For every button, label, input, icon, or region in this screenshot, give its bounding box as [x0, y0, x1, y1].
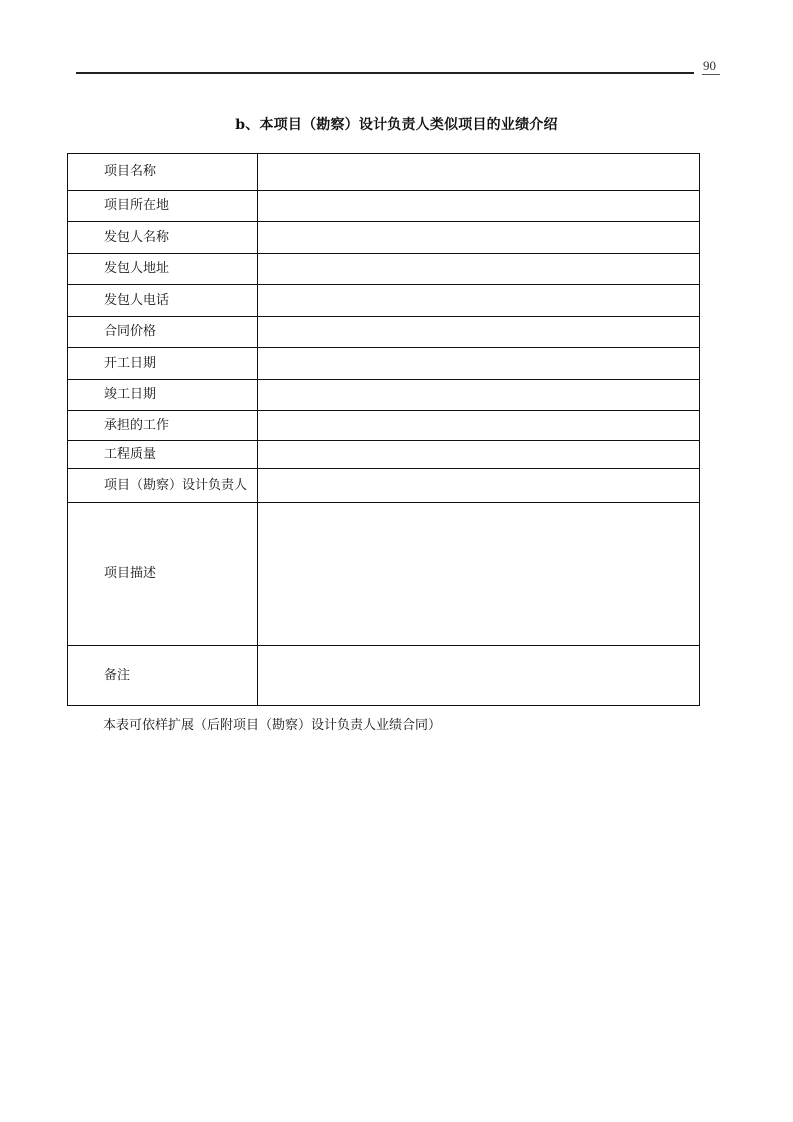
field-label-project-description: 项目描述	[68, 503, 258, 646]
table-row	[68, 285, 700, 317]
field-label-client-name: 发包人名称	[68, 222, 258, 254]
field-label-client-address: 发包人地址	[68, 254, 258, 285]
field-value-completion-date[interactable]	[258, 380, 700, 411]
performance-form-table	[67, 153, 700, 706]
field-value-project-quality[interactable]	[258, 441, 700, 469]
field-label-remarks: 备注	[68, 646, 258, 706]
table-row	[68, 646, 700, 706]
table-row	[68, 348, 700, 380]
field-value-project-name[interactable]	[258, 154, 700, 191]
document-title: b、本项目（勘察）设计负责人类似项目的业绩介绍	[235, 117, 558, 133]
table-row	[68, 317, 700, 348]
field-label-work-undertaken: 承担的工作	[68, 411, 258, 441]
field-label-client-phone: 发包人电话	[68, 285, 258, 317]
table-footnote: 本表可依样扩展（后附项目（勘察）设计负责人业绩合同）	[103, 718, 442, 733]
field-value-project-description[interactable]	[258, 503, 700, 646]
table-row	[68, 254, 700, 285]
field-label-completion-date: 竣工日期	[68, 380, 258, 411]
field-label-design-lead: 项目（勘察）设计负责人	[68, 469, 258, 503]
field-value-client-address[interactable]	[258, 254, 700, 285]
field-value-work-undertaken[interactable]	[258, 411, 700, 441]
field-value-start-date[interactable]	[258, 348, 700, 380]
table-row	[68, 469, 700, 503]
table-row	[68, 380, 700, 411]
field-value-project-location[interactable]	[258, 191, 700, 222]
field-label-contract-price: 合同价格	[68, 317, 258, 348]
field-value-remarks[interactable]	[258, 646, 700, 706]
page-number: 90	[703, 58, 716, 73]
page-number-underline	[702, 74, 720, 75]
field-value-design-lead[interactable]	[258, 469, 700, 503]
table-row	[68, 503, 700, 646]
field-label-project-location: 项目所在地	[68, 191, 258, 222]
table-row	[68, 191, 700, 222]
field-value-client-phone[interactable]	[258, 285, 700, 317]
field-value-contract-price[interactable]	[258, 317, 700, 348]
field-label-start-date: 开工日期	[68, 348, 258, 380]
table-row	[68, 222, 700, 254]
table-row	[68, 411, 700, 441]
table-row	[68, 154, 700, 191]
field-label-project-name: 项目名称	[68, 154, 258, 191]
header-rule	[76, 72, 694, 74]
table-row	[68, 441, 700, 469]
field-label-project-quality: 工程质量	[68, 441, 258, 469]
field-value-client-name[interactable]	[258, 222, 700, 254]
